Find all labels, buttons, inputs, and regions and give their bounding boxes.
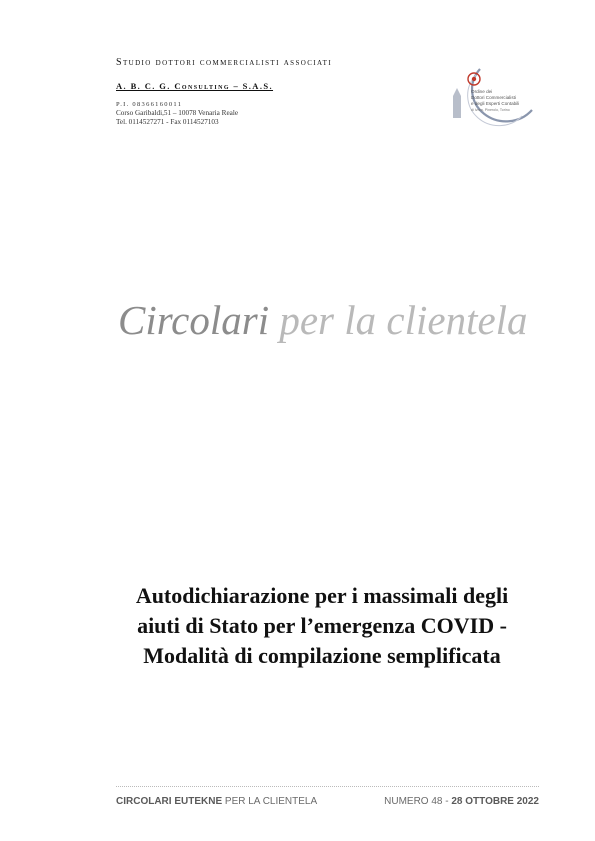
banner-word-circolari: Circolari: [118, 297, 270, 343]
footer-brand: CIRCOLARI EUTEKNE: [116, 796, 223, 807]
footer-date: 28 OTTOBRE 2022: [451, 796, 539, 807]
banner-words-clientela: per la clientela: [279, 297, 528, 343]
title-line-1: Autodichiarazione per i massimali degli: [135, 583, 509, 608]
company-phone: Tel. 0114527271 - Fax 0114527103: [116, 118, 219, 126]
logo-line-4: di Ivrea, Pinerolo, Torino: [471, 108, 510, 112]
logo-line-1: Ordine dei: [471, 89, 493, 94]
order-logo: [440, 66, 538, 130]
vat-number: P.I. 08366160011: [116, 101, 183, 108]
studio-name: Studio dottori commercialisti associati: [116, 57, 333, 68]
logo-line-3: e degli Esperti Contabili: [471, 101, 520, 106]
company-address: Corso Garibaldi,51 – 10078 Venaria Reale: [116, 109, 239, 117]
footer-number: NUMERO 48 -: [384, 796, 449, 807]
footer-divider: [116, 786, 539, 787]
footer-issue: [384, 796, 539, 807]
company-name: A. B. C. G. Consulting – S.A.S.: [116, 81, 274, 91]
title-line-3: Modalità di compilazione semplificata: [143, 643, 501, 668]
circolari-banner: [118, 296, 528, 344]
footer-publication: [116, 796, 317, 807]
footer-subtitle: PER LA CLIENTELA: [224, 796, 318, 807]
title-line-2: aiuti di Stato per l’emergenza COVID -: [137, 613, 507, 638]
logo-line-2: Dottori Commercialisti: [471, 95, 516, 100]
order-seal-icon: [440, 66, 538, 130]
document-title: [100, 581, 544, 671]
